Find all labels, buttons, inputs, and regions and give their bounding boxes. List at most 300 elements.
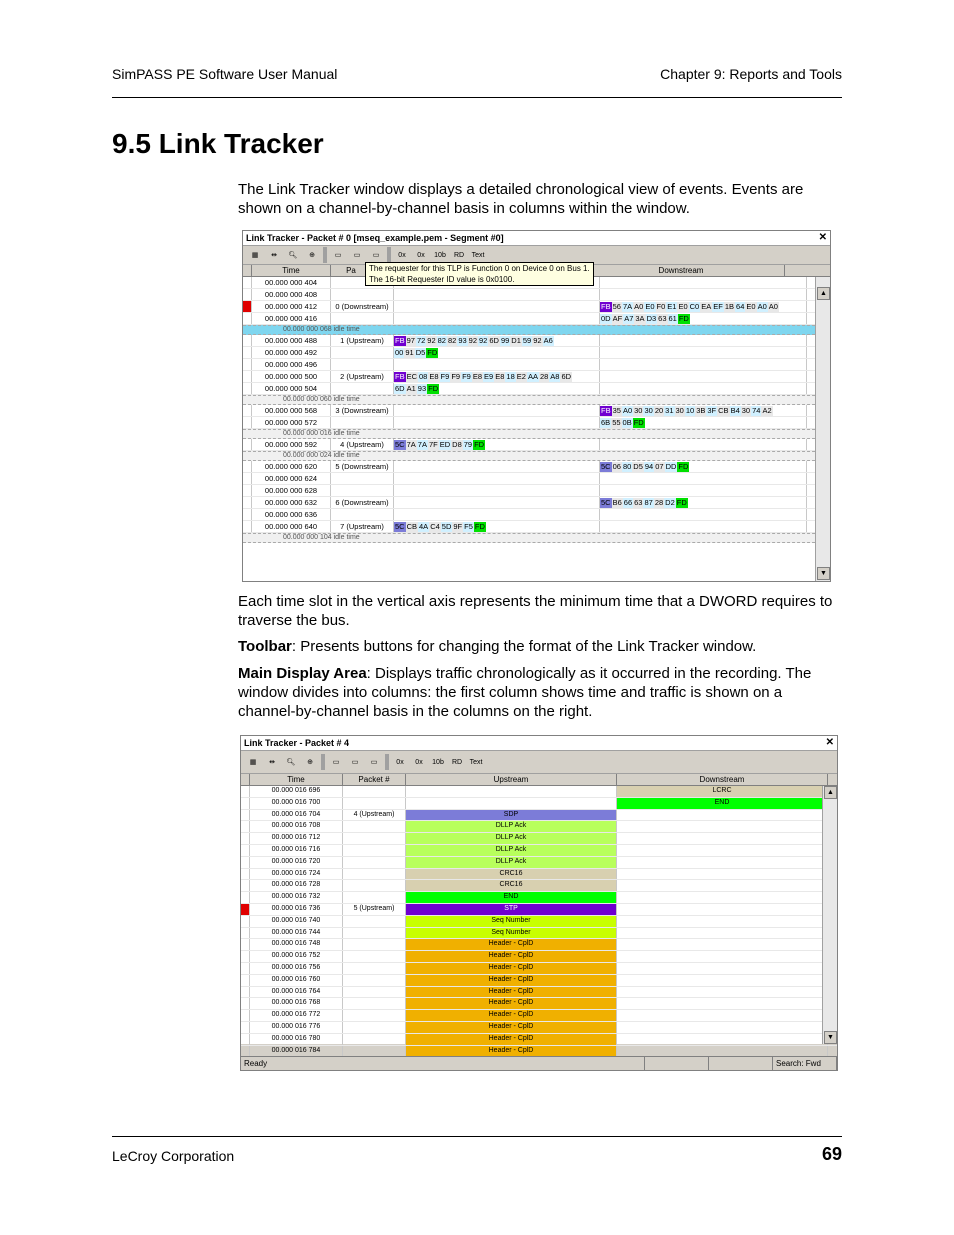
symbol[interactable]: 3B <box>696 406 706 415</box>
view-2-icon[interactable]: ▭ <box>353 251 361 259</box>
upstream-cell[interactable]: Header - CplD <box>406 1034 617 1045</box>
packet-cell[interactable] <box>343 845 406 856</box>
packet-cell[interactable]: 5 (Downstream) <box>331 461 394 472</box>
packet-cell[interactable]: 7 (Upstream) <box>331 521 394 532</box>
format-button-3[interactable]: RD <box>451 758 463 766</box>
table-row[interactable] <box>241 786 837 798</box>
upstream-cell[interactable]: Header - CplD <box>406 1022 617 1033</box>
packet-cell[interactable] <box>343 821 406 832</box>
symbol[interactable]: 94 <box>644 462 654 471</box>
symbol[interactable]: 28 <box>654 498 664 507</box>
symbol[interactable]: 6D <box>395 384 405 393</box>
symbol[interactable]: 7A <box>406 440 416 449</box>
table-row[interactable] <box>241 928 837 940</box>
downstream-cell[interactable] <box>617 1034 828 1045</box>
table-row[interactable] <box>243 371 830 383</box>
symbol[interactable]: E8 <box>472 372 483 381</box>
packet-cell[interactable] <box>331 359 394 370</box>
upstream-cell[interactable]: Header - CplD <box>406 963 617 974</box>
downstream-cell[interactable] <box>600 313 807 324</box>
zoom-in-icon[interactable]: ⊕ <box>307 758 313 766</box>
symbol[interactable]: F0 <box>656 302 666 311</box>
upstream-cell[interactable] <box>394 371 600 382</box>
table-row[interactable] <box>243 289 830 301</box>
symbol[interactable]: FB <box>395 336 405 345</box>
symbol[interactable]: 3A <box>635 314 645 323</box>
table-row[interactable] <box>243 383 830 395</box>
symbol[interactable]: 63 <box>634 498 643 507</box>
table-row[interactable] <box>243 313 830 325</box>
symbol[interactable]: 06 <box>612 462 621 471</box>
symbol[interactable]: 61 <box>668 314 677 323</box>
symbol[interactable]: F9 <box>440 372 450 381</box>
downstream-cell[interactable] <box>617 857 828 868</box>
table-row[interactable] <box>241 833 837 845</box>
symbol[interactable]: 07 <box>655 462 664 471</box>
symbol[interactable]: F9 <box>451 372 461 381</box>
symbol[interactable]: 00 <box>395 348 404 357</box>
symbol[interactable]: 92 <box>479 336 488 345</box>
upstream-cell[interactable] <box>394 405 600 416</box>
symbol[interactable]: 93 <box>458 336 467 345</box>
symbol[interactable]: 35 <box>612 406 621 415</box>
packet-cell[interactable] <box>343 998 406 1009</box>
format-button-3[interactable]: RD <box>453 251 465 259</box>
packet-cell[interactable] <box>343 928 406 939</box>
symbol[interactable]: 72 <box>416 336 426 345</box>
symbol[interactable]: 74 <box>752 406 761 415</box>
symbol[interactable]: 7A <box>622 302 633 311</box>
symbol[interactable]: 93 <box>417 384 427 393</box>
downstream-cell[interactable] <box>600 359 807 370</box>
packet-cell[interactable] <box>343 1034 406 1045</box>
zoom-out-icon[interactable]: 🔍︎ <box>288 251 298 259</box>
upstream-cell[interactable] <box>406 786 617 797</box>
table-row[interactable] <box>241 1022 837 1034</box>
symbol[interactable]: EC <box>406 372 418 381</box>
downstream-cell[interactable] <box>617 951 828 962</box>
format-button-0[interactable]: 0x <box>398 251 406 259</box>
symbol[interactable]: D5 <box>415 348 426 357</box>
upstream-cell[interactable]: CRC16 <box>406 880 617 891</box>
downstream-cell[interactable] <box>617 869 828 880</box>
format-button-2[interactable]: 10b <box>432 758 444 766</box>
table-row[interactable] <box>243 461 830 473</box>
downstream-cell[interactable] <box>617 821 828 832</box>
table-row[interactable] <box>243 509 830 521</box>
packet-cell[interactable] <box>343 975 406 986</box>
packet-cell[interactable]: 0 (Downstream) <box>331 301 394 312</box>
symbol[interactable]: E9 <box>484 372 494 381</box>
downstream-cell[interactable] <box>617 975 828 986</box>
symbol[interactable]: FD <box>676 498 687 507</box>
col-upstream[interactable]: Upstream <box>406 774 617 785</box>
upstream-cell[interactable] <box>394 461 600 472</box>
symbol[interactable]: 5C <box>601 498 611 507</box>
table-row[interactable] <box>243 417 830 429</box>
link-icon[interactable]: ⇹ <box>269 758 275 766</box>
vertical-scrollbar[interactable] <box>822 786 837 1044</box>
symbol[interactable]: 3F <box>707 406 717 415</box>
link-icon[interactable]: ⇹ <box>271 251 277 259</box>
symbol[interactable]: CB <box>406 522 418 531</box>
symbol[interactable]: 30 <box>644 406 653 415</box>
table-row[interactable] <box>241 798 837 810</box>
symbol[interactable]: 64 <box>736 302 745 311</box>
view-3-icon[interactable]: ▭ <box>370 758 378 766</box>
grid-icon[interactable]: ▦ <box>251 251 259 259</box>
table-row[interactable] <box>243 335 830 347</box>
table-row[interactable] <box>241 975 837 987</box>
symbol[interactable]: 92 <box>533 336 542 345</box>
symbol[interactable]: F9 <box>462 372 471 381</box>
symbol[interactable]: 5D <box>441 522 452 531</box>
upstream-cell[interactable]: END <box>406 892 617 903</box>
downstream-cell[interactable] <box>600 371 807 382</box>
downstream-cell[interactable] <box>600 485 807 496</box>
symbol[interactable]: CB <box>718 406 729 415</box>
downstream-cell[interactable] <box>617 963 828 974</box>
symbol[interactable]: 91 <box>405 348 414 357</box>
symbol[interactable]: A0 <box>634 302 644 311</box>
downstream-cell[interactable] <box>600 277 807 288</box>
symbol[interactable]: 66 <box>623 498 633 507</box>
table-row[interactable] <box>241 869 837 881</box>
symbol[interactable]: AF <box>612 314 623 323</box>
upstream-cell[interactable]: CRC16 <box>406 869 617 880</box>
downstream-cell[interactable] <box>617 987 828 998</box>
upstream-cell[interactable]: Header - CplD <box>406 987 617 998</box>
vertical-scrollbar[interactable] <box>815 277 830 582</box>
downstream-cell[interactable] <box>600 509 807 520</box>
upstream-cell[interactable]: Seq Number <box>406 916 617 927</box>
symbol[interactable]: DD <box>665 462 677 471</box>
symbol[interactable]: 28 <box>539 372 549 381</box>
symbol[interactable]: ED <box>439 440 451 449</box>
table-row[interactable] <box>241 939 837 951</box>
downstream-cell[interactable]: END <box>617 798 828 809</box>
symbol[interactable]: E8 <box>429 372 439 381</box>
col-downstream[interactable]: Downstream <box>617 774 828 785</box>
format-button-2[interactable]: 10b <box>434 251 446 259</box>
table-row[interactable] <box>241 916 837 928</box>
upstream-cell[interactable] <box>394 521 600 532</box>
downstream-cell[interactable] <box>600 347 807 358</box>
table-row[interactable] <box>241 904 837 916</box>
upstream-cell[interactable] <box>406 798 617 809</box>
table-row[interactable] <box>241 987 837 999</box>
upstream-cell[interactable]: SDP <box>406 810 617 821</box>
symbol[interactable]: 1B <box>724 302 735 311</box>
upstream-cell[interactable] <box>394 497 600 508</box>
symbol[interactable]: 5C <box>601 462 611 471</box>
table-row[interactable] <box>241 951 837 963</box>
upstream-cell[interactable] <box>394 359 600 370</box>
symbol[interactable]: FB <box>395 372 405 381</box>
symbol[interactable]: 56 <box>612 302 621 311</box>
downstream-cell[interactable] <box>600 417 807 428</box>
view-1-icon[interactable]: ▭ <box>334 251 342 259</box>
upstream-cell[interactable] <box>394 509 600 520</box>
symbol[interactable]: 5C <box>395 440 405 449</box>
symbol[interactable]: 99 <box>500 336 510 345</box>
downstream-cell[interactable] <box>617 845 828 856</box>
symbol[interactable]: 59 <box>522 336 532 345</box>
upstream-cell[interactable] <box>394 485 600 496</box>
close-icon[interactable]: ✕ <box>818 232 827 243</box>
packet-cell[interactable] <box>343 880 406 891</box>
packet-cell[interactable] <box>343 916 406 927</box>
symbol[interactable]: E1 <box>667 302 677 311</box>
format-button-4[interactable]: Text <box>471 251 485 259</box>
downstream-cell[interactable] <box>600 461 807 472</box>
upstream-cell[interactable]: Header - CplD <box>406 939 617 950</box>
zoom-out-icon[interactable]: 🔍︎ <box>286 758 296 766</box>
packet-cell[interactable] <box>331 473 394 484</box>
symbol[interactable]: A0 <box>757 302 767 311</box>
symbol[interactable]: B4 <box>730 406 740 415</box>
grid-icon[interactable]: ▦ <box>249 758 257 766</box>
packet-cell[interactable]: 3 (Downstream) <box>331 405 394 416</box>
downstream-cell[interactable] <box>600 335 807 346</box>
symbol[interactable]: F5 <box>464 522 473 531</box>
table-row[interactable] <box>241 963 837 975</box>
downstream-cell[interactable] <box>617 880 828 891</box>
packet-cell[interactable] <box>343 798 406 809</box>
downstream-cell[interactable] <box>617 998 828 1009</box>
upstream-cell[interactable]: DLLP Ack <box>406 833 617 844</box>
symbol[interactable]: AA <box>527 372 538 381</box>
packet-cell[interactable] <box>343 951 406 962</box>
table-row[interactable] <box>241 857 837 869</box>
symbol[interactable]: 30 <box>675 406 684 415</box>
symbol[interactable]: FD <box>427 348 438 357</box>
col-packet[interactable]: Pa <box>331 265 372 276</box>
downstream-cell[interactable] <box>617 939 828 950</box>
downstream-cell[interactable] <box>600 383 807 394</box>
upstream-cell[interactable]: DLLP Ack <box>406 821 617 832</box>
downstream-cell[interactable] <box>600 405 807 416</box>
symbol[interactable]: D5 <box>633 462 643 471</box>
packet-cell[interactable] <box>343 1046 406 1057</box>
downstream-cell[interactable] <box>617 1046 828 1057</box>
table-row[interactable] <box>241 1034 837 1046</box>
upstream-cell[interactable] <box>394 383 600 394</box>
symbol[interactable]: 30 <box>634 406 643 415</box>
symbol[interactable]: 92 <box>427 336 436 345</box>
table-row[interactable] <box>243 405 830 417</box>
upstream-cell[interactable]: Header - CplD <box>406 1010 617 1021</box>
symbol[interactable]: A6 <box>543 336 553 345</box>
symbol[interactable]: 6B <box>601 418 611 427</box>
packet-cell[interactable] <box>343 1022 406 1033</box>
symbol[interactable]: FD <box>474 522 485 531</box>
table-row[interactable] <box>243 301 830 313</box>
symbol[interactable]: E0 <box>645 302 655 311</box>
packet-cell[interactable] <box>343 963 406 974</box>
table-row[interactable] <box>241 821 837 833</box>
packet-cell[interactable]: 4 (Upstream) <box>343 810 406 821</box>
symbol[interactable]: 9F <box>453 522 463 531</box>
symbol[interactable]: C4 <box>430 522 440 531</box>
symbol[interactable]: E8 <box>495 372 505 381</box>
symbol[interactable]: 31 <box>665 406 674 415</box>
upstream-cell[interactable] <box>394 335 600 346</box>
downstream-cell[interactable] <box>617 833 828 844</box>
packet-cell[interactable] <box>331 509 394 520</box>
symbol[interactable]: 7A <box>417 440 427 449</box>
packet-cell[interactable] <box>343 857 406 868</box>
packet-cell[interactable]: 5 (Upstream) <box>343 904 406 915</box>
col-downstream[interactable]: Downstream <box>578 265 785 276</box>
downstream-cell[interactable] <box>617 1010 828 1021</box>
packet-cell[interactable] <box>343 987 406 998</box>
symbol[interactable]: 92 <box>468 336 477 345</box>
packet-cell[interactable] <box>331 417 394 428</box>
table-row[interactable] <box>241 998 837 1010</box>
symbol[interactable]: 6D <box>489 336 499 345</box>
col-time[interactable]: Time <box>250 774 343 785</box>
downstream-cell[interactable] <box>600 439 807 450</box>
symbol[interactable]: A1 <box>406 384 416 393</box>
symbol[interactable]: 6D <box>561 372 572 381</box>
view-1-icon[interactable]: ▭ <box>332 758 340 766</box>
table-row[interactable] <box>243 521 830 533</box>
symbol[interactable]: D2 <box>665 498 675 507</box>
symbol[interactable]: 7F <box>428 440 438 449</box>
symbol[interactable]: 80 <box>622 462 632 471</box>
packet-cell[interactable] <box>343 892 406 903</box>
zoom-in-icon[interactable]: ⊕ <box>309 251 315 259</box>
symbol[interactable]: 63 <box>658 314 667 323</box>
scroll-up-icon[interactable]: ▲ <box>817 287 830 300</box>
symbol[interactable]: FD <box>633 418 644 427</box>
symbol[interactable]: A8 <box>550 372 560 381</box>
downstream-cell[interactable] <box>600 521 807 532</box>
symbol[interactable]: 79 <box>463 440 473 449</box>
downstream-cell[interactable] <box>617 892 828 903</box>
col-packet[interactable]: Packet # <box>343 774 406 785</box>
table-row[interactable] <box>241 810 837 822</box>
view-3-icon[interactable]: ▭ <box>372 251 380 259</box>
packet-cell[interactable] <box>343 786 406 797</box>
downstream-cell[interactable] <box>617 810 828 821</box>
upstream-cell[interactable]: Header - CplD <box>406 975 617 986</box>
symbol[interactable]: E0 <box>678 302 688 311</box>
upstream-cell[interactable]: Header - CplD <box>406 1046 617 1057</box>
downstream-cell[interactable] <box>600 289 807 300</box>
symbol[interactable]: 0D <box>601 314 611 323</box>
upstream-cell[interactable]: DLLP Ack <box>406 857 617 868</box>
symbol[interactable]: FD <box>474 440 485 449</box>
downstream-cell[interactable] <box>600 497 807 508</box>
format-button-1[interactable]: 0x <box>415 758 423 766</box>
upstream-cell[interactable] <box>394 301 600 312</box>
table-row[interactable] <box>241 845 837 857</box>
downstream-cell[interactable] <box>600 473 807 484</box>
symbol[interactable]: D3 <box>646 314 657 323</box>
symbol[interactable]: D1 <box>511 336 521 345</box>
packet-cell[interactable]: 6 (Downstream) <box>331 497 394 508</box>
symbol[interactable]: A0 <box>622 406 633 415</box>
downstream-cell[interactable] <box>617 916 828 927</box>
upstream-cell[interactable]: STP <box>406 904 617 915</box>
symbol[interactable]: EA <box>701 302 712 311</box>
packet-cell[interactable] <box>343 939 406 950</box>
packet-cell[interactable] <box>331 289 394 300</box>
symbol[interactable]: 30 <box>741 406 751 415</box>
symbol[interactable]: 82 <box>437 336 446 345</box>
symbol[interactable]: A7 <box>624 314 634 323</box>
view-2-icon[interactable]: ▭ <box>351 758 359 766</box>
symbol[interactable]: A0 <box>768 302 778 311</box>
symbol[interactable]: D8 <box>452 440 462 449</box>
table-row[interactable] <box>243 347 830 359</box>
upstream-cell[interactable]: Seq Number <box>406 928 617 939</box>
downstream-cell[interactable] <box>617 928 828 939</box>
downstream-cell[interactable] <box>617 1022 828 1033</box>
symbol[interactable]: 4A <box>419 522 429 531</box>
downstream-cell[interactable]: LCRC <box>617 786 828 797</box>
table-row[interactable] <box>243 473 830 485</box>
packet-cell[interactable] <box>343 833 406 844</box>
packet-cell[interactable] <box>331 313 394 324</box>
symbol[interactable]: 82 <box>447 336 457 345</box>
packet-cell[interactable]: 4 (Upstream) <box>331 439 394 450</box>
upstream-cell[interactable] <box>394 289 600 300</box>
scroll-down-icon[interactable]: ▼ <box>824 1031 837 1044</box>
upstream-cell[interactable] <box>394 347 600 358</box>
upstream-cell[interactable]: Header - CplD <box>406 998 617 1009</box>
upstream-cell[interactable] <box>394 439 600 450</box>
table-row[interactable] <box>241 880 837 892</box>
packet-cell[interactable]: 1 (Upstream) <box>331 335 394 346</box>
symbol[interactable]: FD <box>678 314 689 323</box>
format-button-1[interactable]: 0x <box>417 251 425 259</box>
symbol[interactable]: C0 <box>689 302 700 311</box>
symbol[interactable]: A2 <box>762 406 772 415</box>
upstream-cell[interactable] <box>394 473 600 484</box>
symbol[interactable]: 10 <box>685 406 695 415</box>
symbol[interactable]: 18 <box>506 372 515 381</box>
symbol[interactable]: FB <box>601 302 611 311</box>
symbol[interactable]: E0 <box>746 302 756 311</box>
symbol[interactable]: 5C <box>395 522 405 531</box>
symbol[interactable]: 87 <box>644 498 653 507</box>
downstream-cell[interactable] <box>600 301 807 312</box>
upstream-cell[interactable] <box>394 417 600 428</box>
upstream-cell[interactable]: DLLP Ack <box>406 845 617 856</box>
symbol[interactable]: FD <box>428 384 439 393</box>
table-row[interactable] <box>243 497 830 509</box>
format-button-4[interactable]: Text <box>469 758 483 766</box>
symbol[interactable]: E2 <box>516 372 526 381</box>
table-row[interactable] <box>243 485 830 497</box>
packet-cell[interactable] <box>331 383 394 394</box>
table-row[interactable] <box>243 359 830 371</box>
symbol[interactable]: 55 <box>612 418 621 427</box>
packet-cell[interactable] <box>331 485 394 496</box>
symbol[interactable]: 97 <box>406 336 415 345</box>
scroll-up-icon[interactable]: ▲ <box>824 786 837 799</box>
upstream-cell[interactable]: Header - CplD <box>406 951 617 962</box>
symbol[interactable]: FB <box>601 406 611 415</box>
symbol[interactable]: EF <box>713 302 723 311</box>
table-row[interactable] <box>241 1010 837 1022</box>
packet-cell[interactable]: 2 (Upstream) <box>331 371 394 382</box>
symbol[interactable]: FD <box>678 462 689 471</box>
symbol[interactable]: 20 <box>654 406 664 415</box>
